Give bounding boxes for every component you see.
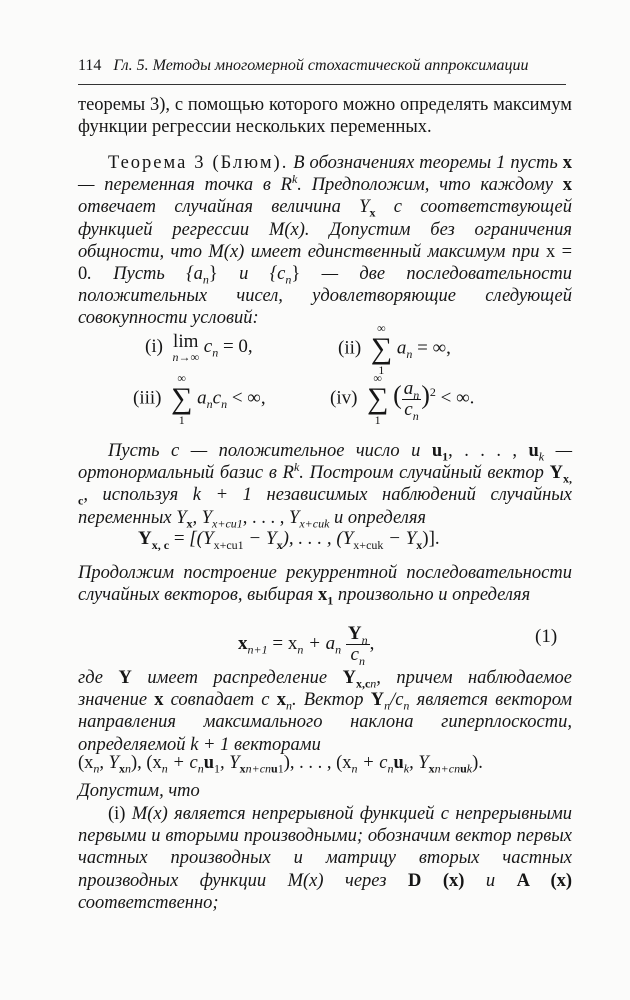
condition-ii: (ii) ∞ ∑ 1 $a_n$ = ∞,	[338, 321, 451, 377]
condition-i: (i) lim n→∞ $c_n = 0$,	[145, 331, 253, 364]
theorem-3: Теорема 3 (Блюм). В обозначениях теоремы 1 пусть x — переменная точка в $R^k$. Предположим, что каждому x отвечает случайная величина $Y_x$ с соответствующей функцией регрессии M(x). Допустим без ограничения общности, что M(x) имеет единственный максимум при x = 0. Пусть $\{a_n\}$ и $\{c_n\}$ — две последовательности положительных чисел, удовлетворяющие следующей совокупности условий:	[78, 153, 573, 329]
equation-number: (1)	[535, 626, 558, 647]
header-title: Гл. 5. Методы многомерной стохастической аппроксимации	[113, 57, 529, 74]
header-rule	[78, 84, 566, 85]
page-number: 114	[78, 57, 102, 74]
continue-paragraph: Продолжим построение рекуррентной последовательности случайных векторов, выбирая $x_1$ произвольно и определяя	[78, 563, 572, 608]
where-paragraph: где Y имеет распределение $Y_{x,cn}$, причем наблюдаемое значение x совпадает с $x_n$. Вектор $Y_n/c_n$ является вектором направления максимального наклона гиперплоскости, определяемой k + 1 векторами	[78, 668, 573, 755]
sum-symbol: ∑	[370, 332, 393, 365]
condition-item-i: (i) M(x) является непрерывной функцией с непрерывными первыми и вторыми производными; обозначим вектор первых частных производных и матрицу вторых частных производных функции M(x) через D (x) и A (x) соответственно;	[78, 804, 573, 913]
formula-recurrence: $x_{n+1} = x_n + a_n$ $\frac{Y_n}{c_n}$ ,	[238, 623, 375, 668]
intro-paragraph: теоремы 3), с помощью которого можно определять максимум функции регрессии нескольких переменных.	[78, 95, 572, 138]
formula-vectors: ($x_n$, $Y_{xn}$), ($x_n + c_nu_1$, $Y_{xn+cnu1}$), . . . , ($x_n + c_nu_k$, $Y_{xn+cnuk}$).	[78, 753, 483, 776]
formula-Yxc-definition: $Y_{x, c} = [(Y_{x+cu1} - Y_x)$, . . . , $(Y_{x+cuk} - Y_x)$].	[138, 528, 440, 552]
sum-symbol: ∑	[171, 382, 193, 415]
running-header	[78, 56, 570, 75]
theorem-label: Теорема 3 (Блюм).	[108, 153, 289, 173]
condition-iv: (iv) ∞ ∑ 1 ( $\frac{a_n}{c_n}$ )$^2$ < ∞.	[330, 371, 475, 427]
condition-iii: (iii) ∞ ∑ 1 $a_nc_n$ < ∞,	[133, 371, 266, 427]
sum-symbol: ∑	[366, 382, 389, 415]
basis-paragraph: Пусть c — положительное число и $u_1$, . . . , $u_k$ — ортонормальный базис в $R^k$. Построим случайный вектор $Y_{x, c}$, используя k + 1 независимых наблюдений случайных переменных $Y_x$, $Y_{x+cu1}$, . . . , $Y_{x+cuk}$ и определяя	[78, 441, 573, 531]
assume-line: Допустим, что	[78, 781, 200, 801]
